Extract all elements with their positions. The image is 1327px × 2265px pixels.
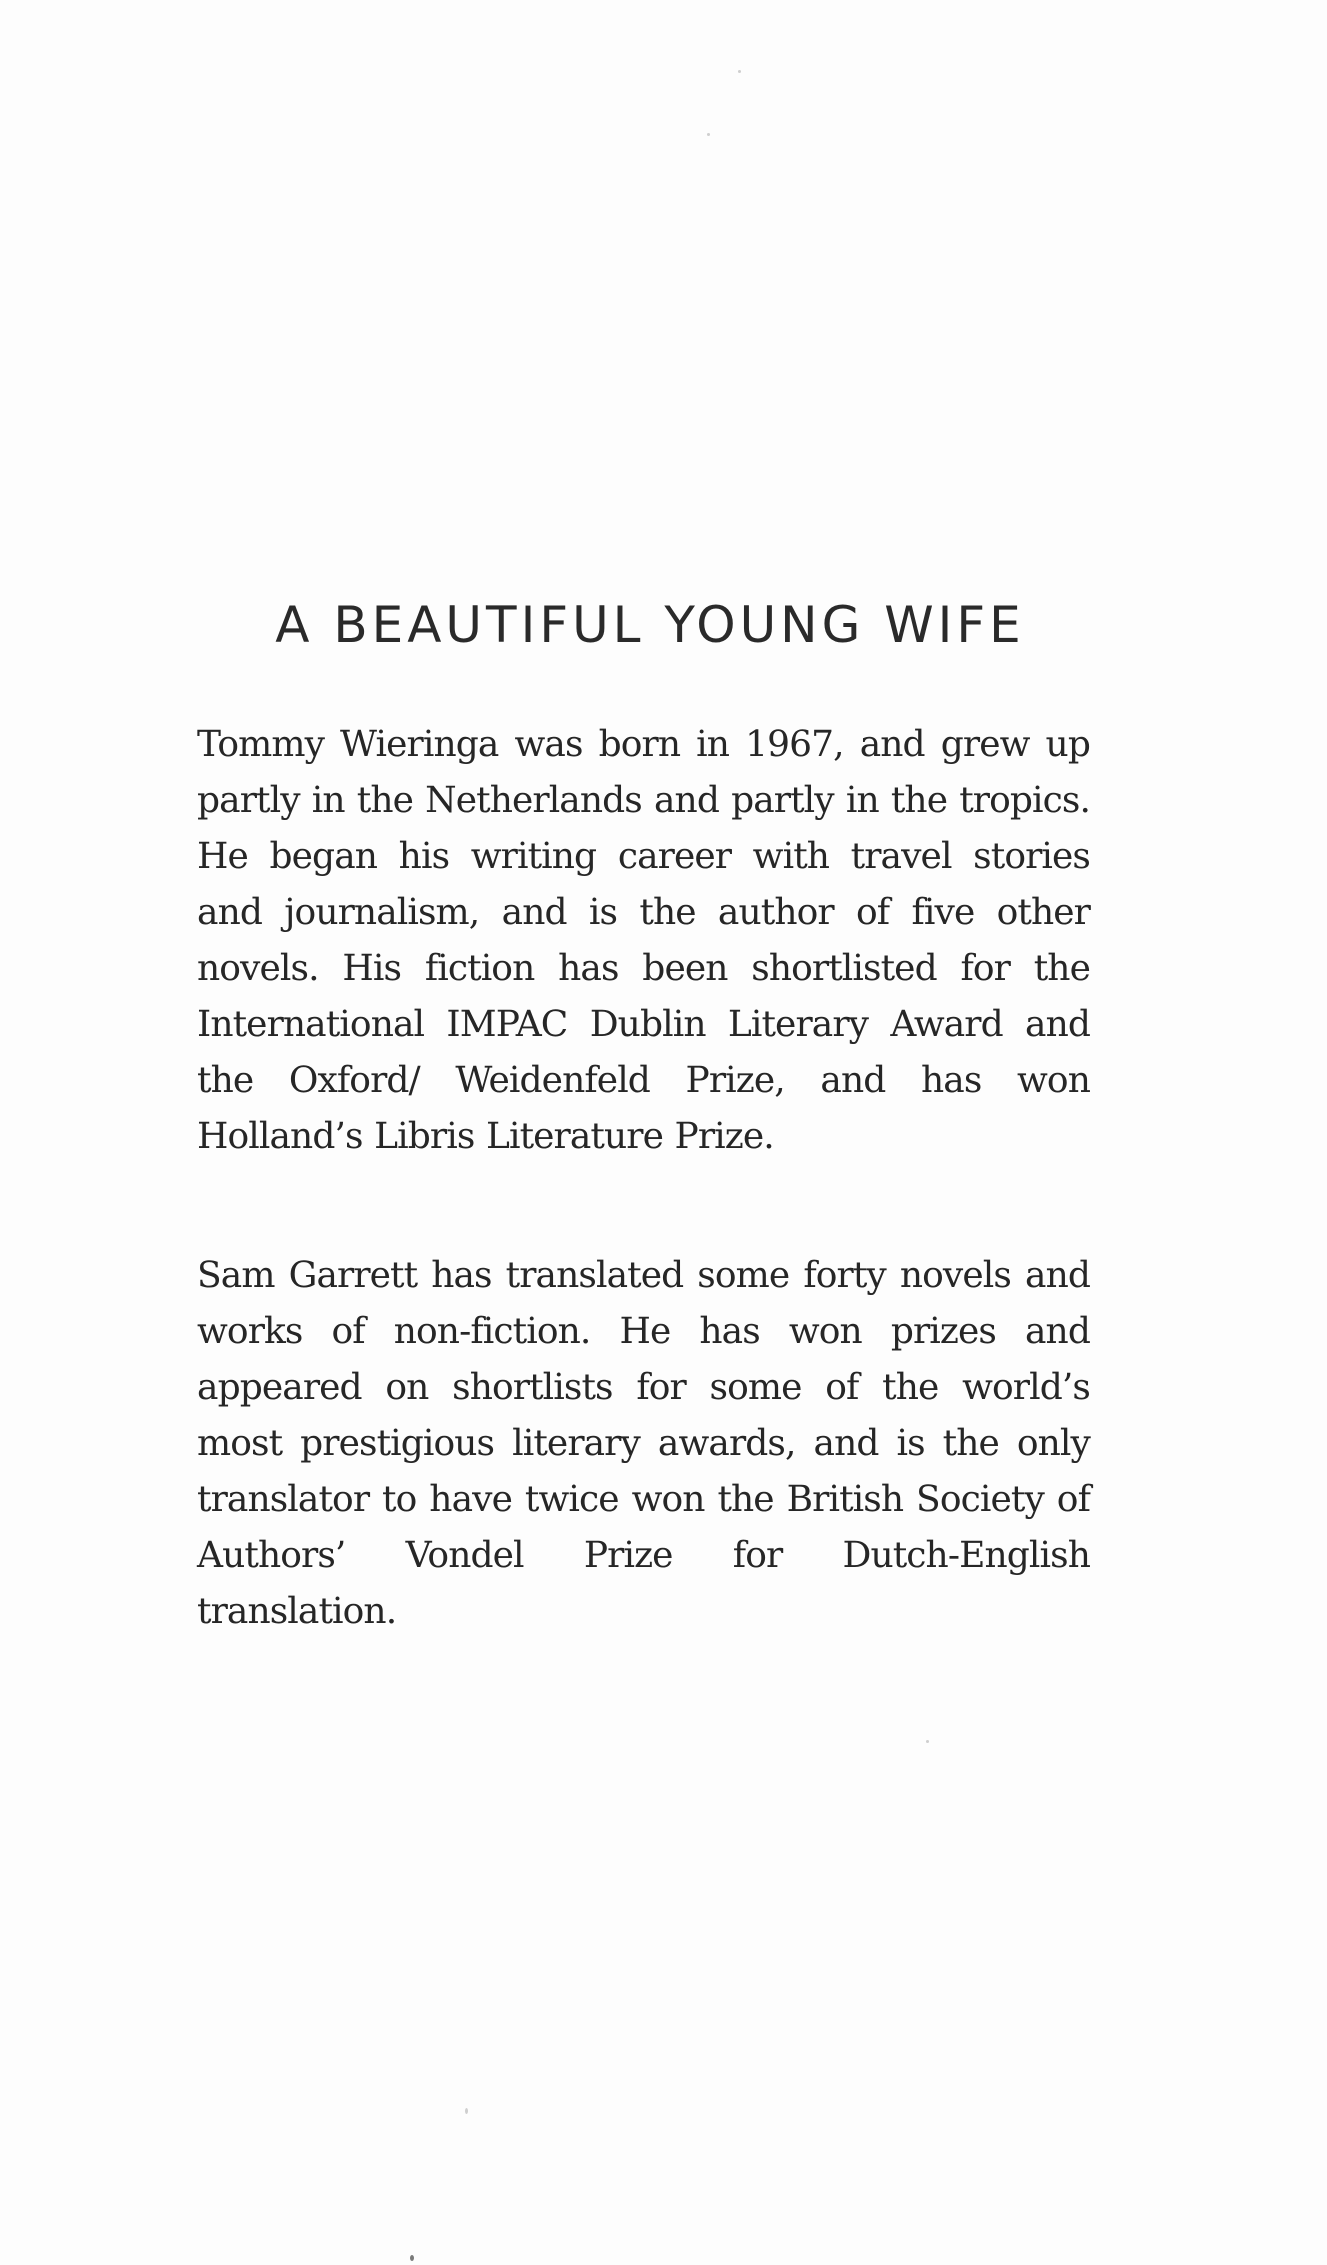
paper-speck bbox=[707, 133, 710, 136]
author-bio-paragraph: Tommy Wieringa was born in 1967, and grew up partly in the Netherlands and partly in the tropics. He began his writing career with travel stories and journalism, and is the author of five other novels. His fiction has been shortlisted for the International IMPAC Dublin Literary Award and the Oxford/ Weidenfeld Prize, and has won Holland’s Libris Literature Prize. bbox=[197, 724, 1090, 1157]
paper-speck bbox=[738, 70, 741, 73]
paper-speck bbox=[926, 1740, 929, 1743]
translator-bio-paragraph: Sam Garrett has translated some forty novels and works of non-fiction. He has won prizes and appeared on shortlists for some of the world’s most prestigious literary awards, and is the only translator to have twice won the British Society of Authors’ Vondel Prize for Dutch-English translation. bbox=[197, 1255, 1090, 1632]
paper-speck bbox=[465, 2108, 468, 2114]
paper-speck bbox=[410, 2255, 414, 2261]
book-title: A BEAUTIFUL YOUNG WIFE bbox=[275, 596, 1025, 654]
